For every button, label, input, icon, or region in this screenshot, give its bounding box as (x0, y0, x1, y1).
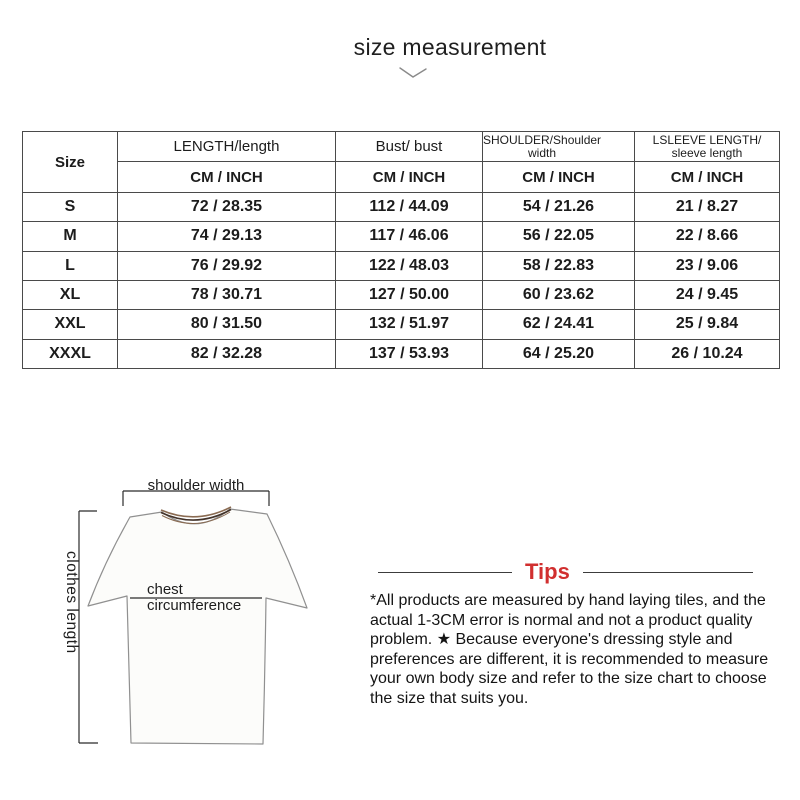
tshirt-illustration (88, 509, 307, 744)
column-header-sleeve (635, 132, 780, 162)
length-cell: 82 / 32.28 (118, 339, 336, 368)
column-header-sleeve-text: LSLEEVE LENGTH/ sleeve length (652, 132, 762, 160)
table-row (23, 339, 780, 368)
size-cell: XL (23, 280, 118, 309)
clothes-length-label: clothes length (63, 551, 80, 654)
table-row (23, 222, 780, 251)
chest-circumference-label: chest circumference (147, 581, 242, 614)
sleeve-cell: 21 / 8.27 (635, 193, 780, 222)
column-header-shoulder (483, 132, 635, 162)
bust-cell: 127 / 50.00 (336, 280, 483, 309)
size-cell: XXL (23, 310, 118, 339)
header-row-units (23, 162, 780, 193)
size-cell: M (23, 222, 118, 251)
length-cell: 78 / 30.71 (118, 280, 336, 309)
unit-header-bust: CM / INCH (336, 162, 483, 193)
tips-divider-right (583, 572, 753, 573)
bust-cell: 132 / 51.97 (336, 310, 483, 339)
shoulder-cell: 60 / 23.62 (483, 280, 635, 309)
column-header-shoulder-text: SHOULDER/Shoulder width (483, 132, 602, 160)
tips-header (378, 560, 753, 584)
size-cell: S (23, 193, 118, 222)
sleeve-cell: 25 / 9.84 (635, 310, 780, 339)
sleeve-cell: 24 / 9.45 (635, 280, 780, 309)
bust-cell: 112 / 44.09 (336, 193, 483, 222)
unit-header-sleeve: CM / INCH (635, 162, 780, 193)
bust-cell: 137 / 53.93 (336, 339, 483, 368)
shoulder-cell: 62 / 24.41 (483, 310, 635, 339)
column-header-size: Size (23, 132, 118, 193)
shoulder-cell: 58 / 22.83 (483, 251, 635, 280)
bust-cell: 117 / 46.06 (336, 222, 483, 251)
chevron-down-icon (398, 66, 428, 80)
tips-heading: Tips (525, 559, 570, 584)
shoulder-cell: 54 / 21.26 (483, 193, 635, 222)
clothes-length-bracket (79, 511, 98, 743)
table-row (23, 310, 780, 339)
length-cell: 74 / 29.13 (118, 222, 336, 251)
size-table-body (23, 193, 780, 369)
shoulder-width-label: shoulder width (147, 477, 245, 494)
size-cell: XXXL (23, 339, 118, 368)
table-row (23, 193, 780, 222)
tips-body-text: *All products are measured by hand laying tiles, and the actual 1-3CM error is normal and not a product quality problem. ★ Because everyone's dressing style and preferences are different, it is recommended to measure your own body size and refer to the size chart to choose the size that suits you. (370, 592, 769, 707)
length-cell: 80 / 31.50 (118, 310, 336, 339)
table-row (23, 280, 780, 309)
size-cell: L (23, 251, 118, 280)
sleeve-cell: 26 / 10.24 (635, 339, 780, 368)
tips-divider-left (378, 572, 512, 573)
column-header-length: LENGTH/length (118, 132, 336, 162)
shoulder-cell: 64 / 25.20 (483, 339, 635, 368)
tshirt-measurement-diagram (50, 465, 340, 765)
header-row-titles (23, 132, 780, 162)
shoulder-cell: 56 / 22.05 (483, 222, 635, 251)
column-header-bust: Bust/ bust (336, 132, 483, 162)
length-cell: 72 / 28.35 (118, 193, 336, 222)
table-row (23, 251, 780, 280)
sleeve-cell: 23 / 9.06 (635, 251, 780, 280)
unit-header-shoulder: CM / INCH (483, 162, 635, 193)
length-cell: 76 / 29.92 (118, 251, 336, 280)
size-table (22, 131, 780, 369)
page-title: size measurement (353, 34, 547, 60)
size-table-header (23, 132, 780, 193)
bust-cell: 122 / 48.03 (336, 251, 483, 280)
unit-header-length: CM / INCH (118, 162, 336, 193)
sleeve-cell: 22 / 8.66 (635, 222, 780, 251)
